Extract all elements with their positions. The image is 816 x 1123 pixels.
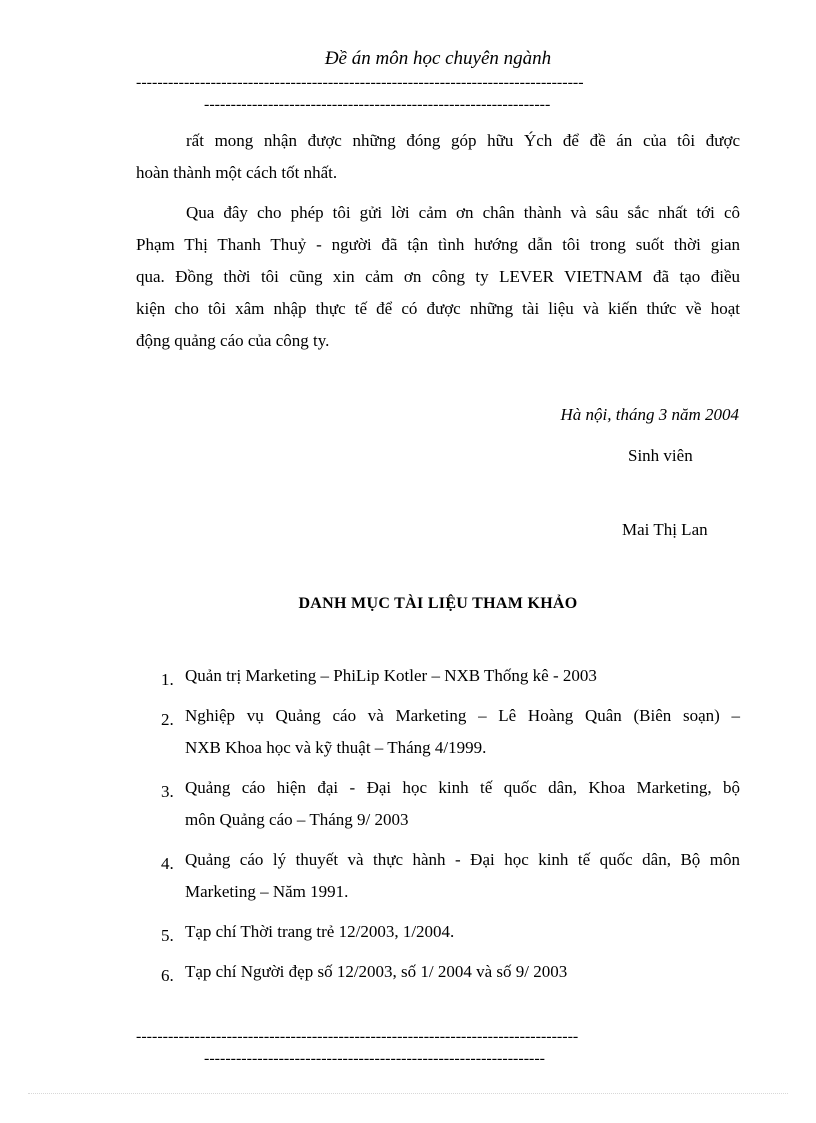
reference-text-line: Tạp chí Người đẹp số 12/2003, số 1/ 2004 và số 9/ 2003 [185, 962, 568, 981]
footer-divider-line-1: ----------------------------------------------------------------------------------- [136, 1028, 579, 1045]
paragraph-line: qua. Đồng thời tôi cũng xin cảm ơn công ty LEVER VIETNAM đã tạo điều [136, 267, 740, 286]
signature-name: Mai Thị Lan [622, 520, 708, 539]
reference-item [136, 700, 740, 764]
signature-role: Sinh viên [628, 446, 693, 465]
signature-place-date: Hà nội, tháng 3 năm 2004 [560, 405, 739, 424]
references-heading: DANH MỤC TÀI LIỆU THAM KHẢO [298, 595, 578, 612]
reference-text-line: Quản trị Marketing – PhiLip Kotler – NXB Thống kê - 2003 [185, 666, 597, 685]
paragraph-line: động quảng cáo của công ty. [136, 331, 330, 350]
reference-item [136, 660, 740, 692]
reference-item [136, 844, 740, 908]
header-divider-line-1: ------------------------------------------------------------------------------------ [136, 74, 584, 91]
paragraph-acknowledgement [136, 197, 740, 357]
reference-number: 3. [161, 782, 174, 801]
reference-number: 6. [161, 966, 174, 985]
reference-text-line: Nghiệp vụ Quảng cáo và Marketing – Lê Hoàng Quân (Biên soạn) – [185, 706, 740, 725]
page-bottom-border [28, 1093, 788, 1094]
reference-number: 5. [161, 926, 174, 945]
reference-text-line: Quảng cáo hiện đại - Đại học kinh tế quốc dân, Khoa Marketing, bộ [185, 778, 740, 797]
footer-divider-line-2: ---------------------------------------------------------------- [204, 1050, 545, 1067]
reference-text-line: NXB Khoa học và kỹ thuật – Tháng 4/1999. [185, 738, 487, 757]
reference-text-line: Tạp chí Thời trang trẻ 12/2003, 1/2004. [185, 922, 455, 941]
reference-text-line: môn Quảng cáo – Tháng 9/ 2003 [185, 810, 409, 829]
reference-item [136, 956, 740, 988]
reference-text-line: Quảng cáo lý thuyết và thực hành - Đại học kinh tế quốc dân, Bộ môn [185, 850, 740, 869]
header-divider-line-2: ----------------------------------------------------------------- [204, 96, 551, 113]
paragraph-line: rất mong nhận được những đóng góp hữu Ých để đề án của tôi được [186, 131, 740, 150]
reference-item [136, 772, 740, 836]
paragraph-line: kiện cho tôi xâm nhập thực tế để có được những tài liệu và kiến thức về hoạt [136, 299, 740, 318]
reference-item [136, 916, 740, 948]
paragraph-line: Qua đây cho phép tôi gửi lời cảm ơn chân thành và sâu sắc nhất tới cô [186, 203, 740, 222]
reference-text-line: Marketing – Năm 1991. [185, 882, 349, 901]
page-header-title: Đề án môn học chuyên ngành [324, 48, 552, 69]
paragraph-closing-thanks [136, 125, 740, 189]
reference-number: 4. [161, 854, 174, 873]
paragraph-line: hoàn thành một cách tốt nhất. [136, 163, 338, 182]
reference-number: 1. [161, 670, 174, 689]
reference-number: 2. [161, 710, 174, 729]
paragraph-line: Phạm Thị Thanh Thuỷ - người đã tận tình hướng dẫn tôi trong suốt thời gian [136, 235, 740, 254]
